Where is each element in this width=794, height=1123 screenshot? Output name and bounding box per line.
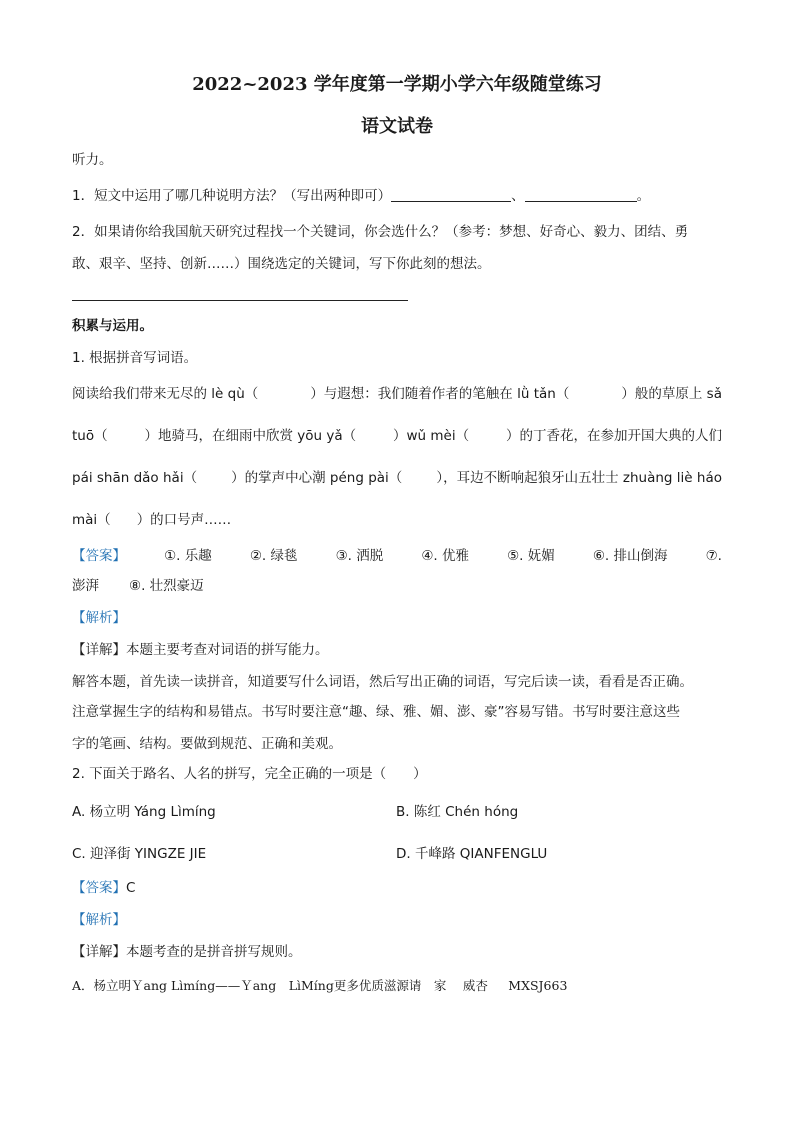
answer-item: 澎湃 xyxy=(72,578,99,594)
answer-item: ⑦. xyxy=(705,548,722,564)
option-b: B. 陈红 Chén hóng xyxy=(396,804,519,820)
pinyin-segment: ），耳边不断响起狼牙山五壮士 zhuàng liè háo xyxy=(436,470,722,486)
pinyin-segment: ）的掌声中心潮 péng pài（ xyxy=(231,470,403,486)
end-mark: 。 xyxy=(636,188,651,204)
question-text: 1．短文中运用了哪几种说明方法？（写出两种即可） xyxy=(72,188,392,204)
answer-item: ②. 绿毯 xyxy=(249,548,298,564)
answer-blank xyxy=(525,187,637,202)
detail-label: 【详解】 xyxy=(72,944,126,960)
answer-item: ③. 洒脱 xyxy=(335,548,384,564)
question-1-title: 1. 根据拼音写词语。 xyxy=(72,350,198,366)
q2-analysis-label: 【解析】 xyxy=(72,912,126,928)
pinyin-segment: pái shān dǎo hǎi（ xyxy=(72,470,198,486)
answer-item: ①. 乐趣 xyxy=(164,548,212,564)
analysis-label: 【解析】 xyxy=(72,610,126,626)
page-subtitle: 语文试卷 xyxy=(361,116,433,137)
answer-row xyxy=(72,546,722,566)
option-a: A. 杨立明 Yáng Lìmíng xyxy=(72,804,216,820)
pinyin-segment: 阅读给我们带来无尽的 lè qù（ xyxy=(72,386,259,402)
answer-item: ⑧. 壮烈豪迈 xyxy=(129,578,204,594)
q2-explanation-line: A．杨立明Ｙang Lìmíng——Ｙang LìMíng更多优质滋源请 家 威杏 MXSJ663 xyxy=(72,978,568,993)
answer-value: C xyxy=(126,880,136,896)
listening-heading: 听力。 xyxy=(72,152,113,168)
pinyin-segment: tuō（ xyxy=(72,428,108,444)
listening-question-2-line-1: 2．如果请你给我国航天研究过程找一个关键词，你会选什么？（参考：梦想、好奇心、毅力、团结、勇 xyxy=(72,224,689,240)
answer-item: ⑤. 妩媚 xyxy=(507,548,555,564)
explain-line: 字的笔画、结构。要做到规范、正确和美观。 xyxy=(72,736,342,752)
q2-detail-line xyxy=(72,942,302,962)
detail-text: 本题考查的是拼音拼写规则。 xyxy=(126,944,302,960)
pinyin-segment: ）地骑马，在细雨中欣赏 yōu yǎ（ xyxy=(144,428,357,444)
option-d: D. 千峰路 QIANFENGLU xyxy=(396,846,548,862)
separator: 、 xyxy=(511,188,525,204)
detail-line xyxy=(72,640,329,660)
pinyin-segment: ）与遐想：我们随着作者的笔触在 lǜ tǎn（ xyxy=(310,386,570,402)
option-c: C. 迎泽街 YINGZE JIE xyxy=(72,846,207,862)
explain-line: 注意掌握生字的结构和易错点。书写时要注意“趣、绿、雅、媚、澎、豪”容易写错。书写时要注意这些 xyxy=(72,704,680,720)
answer-line xyxy=(72,300,408,301)
pinyin-line-2 xyxy=(72,426,722,446)
answer-row-2 xyxy=(72,576,204,596)
page-title: 2022~2023 学年度第一学期小学六年级随堂练习 xyxy=(192,74,602,95)
answer-item: ⑥. 排山倒海 xyxy=(592,548,668,564)
answer-label: 【答案】 xyxy=(72,548,126,564)
answer-item: ④. 优雅 xyxy=(421,548,469,564)
pinyin-line-1 xyxy=(72,384,722,404)
pinyin-segment: ）wǔ mèi（ xyxy=(393,428,470,444)
pinyin-segment: ）般的草原上 sǎ xyxy=(621,386,722,402)
answer-label: 【答案】 xyxy=(72,880,126,896)
detail-text: 本题主要考查对词语的拼写能力。 xyxy=(126,642,329,658)
pinyin-line-4 xyxy=(72,510,231,530)
q2-answer-line xyxy=(72,878,135,898)
question-2-title: 2. 下面关于路名、人名的拼写，完全正确的一项是（ ） xyxy=(72,766,427,782)
detail-label: 【详解】 xyxy=(72,642,126,658)
listening-question-2-line-2: 敢、艰辛、坚持、创新……）围绕选定的关键词，写下你此刻的想法。 xyxy=(72,256,491,272)
pinyin-segment: ）的口号声…… xyxy=(136,512,232,528)
answer-blank xyxy=(391,187,511,202)
section-heading: 积累与运用。 xyxy=(72,318,153,334)
pinyin-segment: ）的丁香花，在参加开国大典的人们 xyxy=(506,428,722,444)
pinyin-line-3 xyxy=(72,468,722,488)
explain-line: 解答本题，首先读一读拼音，知道要写什么词语，然后写出正确的词语，写完后读一读，看看是否正确。 xyxy=(72,674,693,690)
listening-question-1 xyxy=(72,186,650,206)
pinyin-segment: mài（ xyxy=(72,512,111,528)
